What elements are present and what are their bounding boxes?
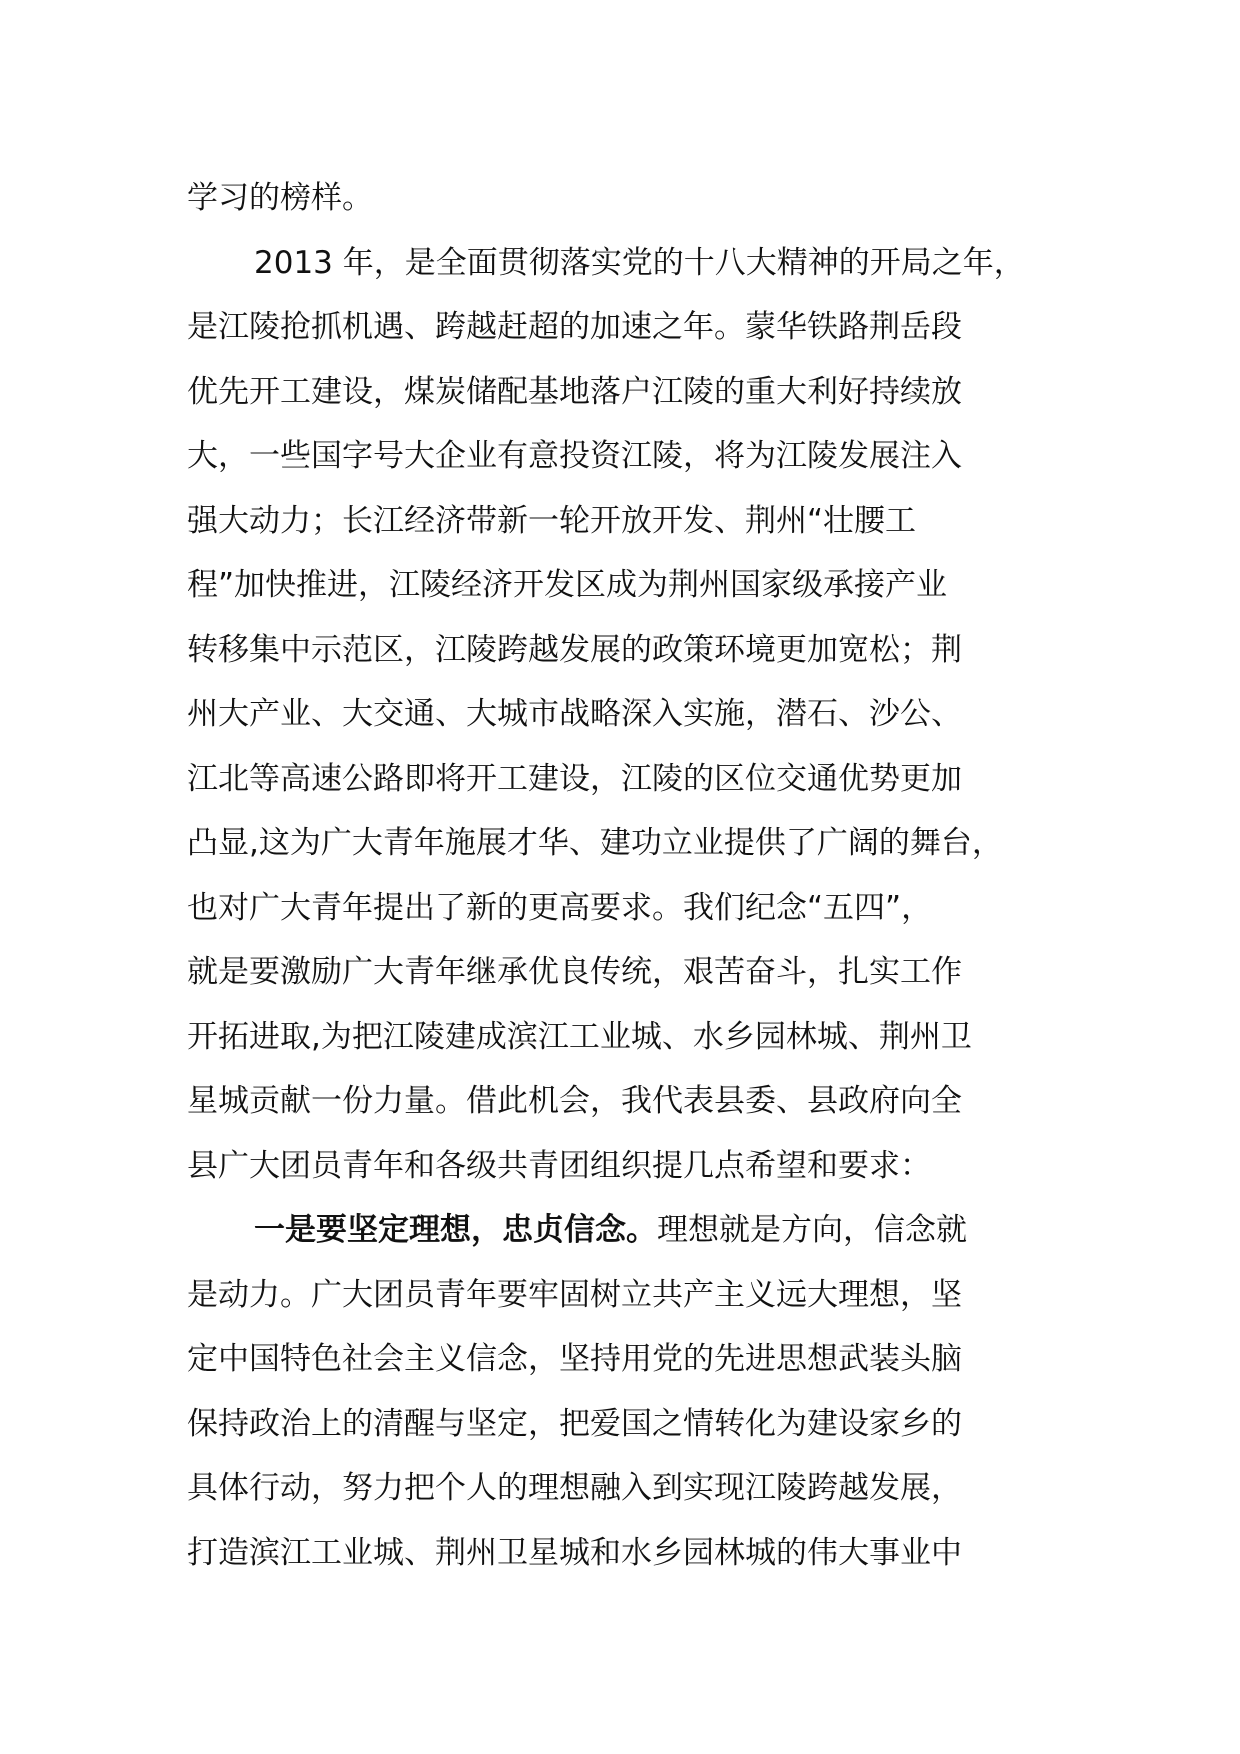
text-line: 州大产业、大交通、大城市战略深入实施，潜石、沙公、 xyxy=(187,696,962,732)
text-line: 保持政治上的清醒与坚定，把爱国之情转化为建设家乡的 xyxy=(187,1405,962,1442)
text-line: 也对广大青年提出了新的更高要求。我们纪念“五四”， xyxy=(187,889,933,926)
text-line: 转移集中示范区，江陵跨越发展的政策环境更加宽松；荆 xyxy=(187,631,962,668)
body-text xyxy=(187,166,1067,1585)
text-line: 凸显,这为广大青年施展才华、建功立业提供了广阔的舞台， xyxy=(187,825,1003,861)
text-line: 县广大团员青年和各级共青团组织提几点希望和要求： xyxy=(187,1147,931,1184)
text-line: 程”加快推进，江陵经济开发区成为荆州国家级承接产业 xyxy=(187,567,948,603)
text-line xyxy=(187,1198,1067,1263)
text-line: 打造滨江工业城、荆州卫星城和水乡园林城的伟大事业中 xyxy=(187,1534,962,1571)
text-line: 强大动力；长江经济带新一轮开放开发、荆州“壮腰工 xyxy=(187,502,917,539)
text-line: 学习的榜样。 xyxy=(187,180,373,216)
text-line: 2013 年，是全面贯彻落实党的十八大精神的开局之年， xyxy=(254,244,1025,281)
text-line: 江北等高速公路即将开工建设，江陵的区位交通优势更加 xyxy=(187,760,962,797)
text-line: 是江陵抢抓机遇、跨越赶超的加速之年。蒙华铁路荆岳段 xyxy=(187,309,962,345)
text-line: 定中国特色社会主义信念，坚持用党的先进思想武装头脑 xyxy=(187,1341,962,1377)
text-line: 星城贡献一份力量。借此机会，我代表县委、县政府向全 xyxy=(187,1083,962,1119)
text-line: 优先开工建设，煤炭储配基地落户江陵的重大利好持续放 xyxy=(187,373,962,410)
text-line: 开拓进取,为把江陵建成滨江工业城、水乡园林城、荆州卫 xyxy=(187,1018,972,1055)
text-line: 大，一些国字号大企业有意投资江陵，将为江陵发展注入 xyxy=(187,438,962,474)
text-line: 具体行动，努力把个人的理想融入到实现江陵跨越发展， xyxy=(187,1470,962,1506)
text-line: 是动力。广大团员青年要牢固树立共产主义远大理想，坚 xyxy=(187,1276,962,1313)
section-text: 理想就是方向，信念就 xyxy=(657,1212,967,1248)
section-heading: 一是要坚定理想，忠贞信念。 xyxy=(254,1212,657,1248)
text-line: 就是要激励广大青年继承优良传统，艰苦奋斗，扎实工作 xyxy=(187,954,962,990)
